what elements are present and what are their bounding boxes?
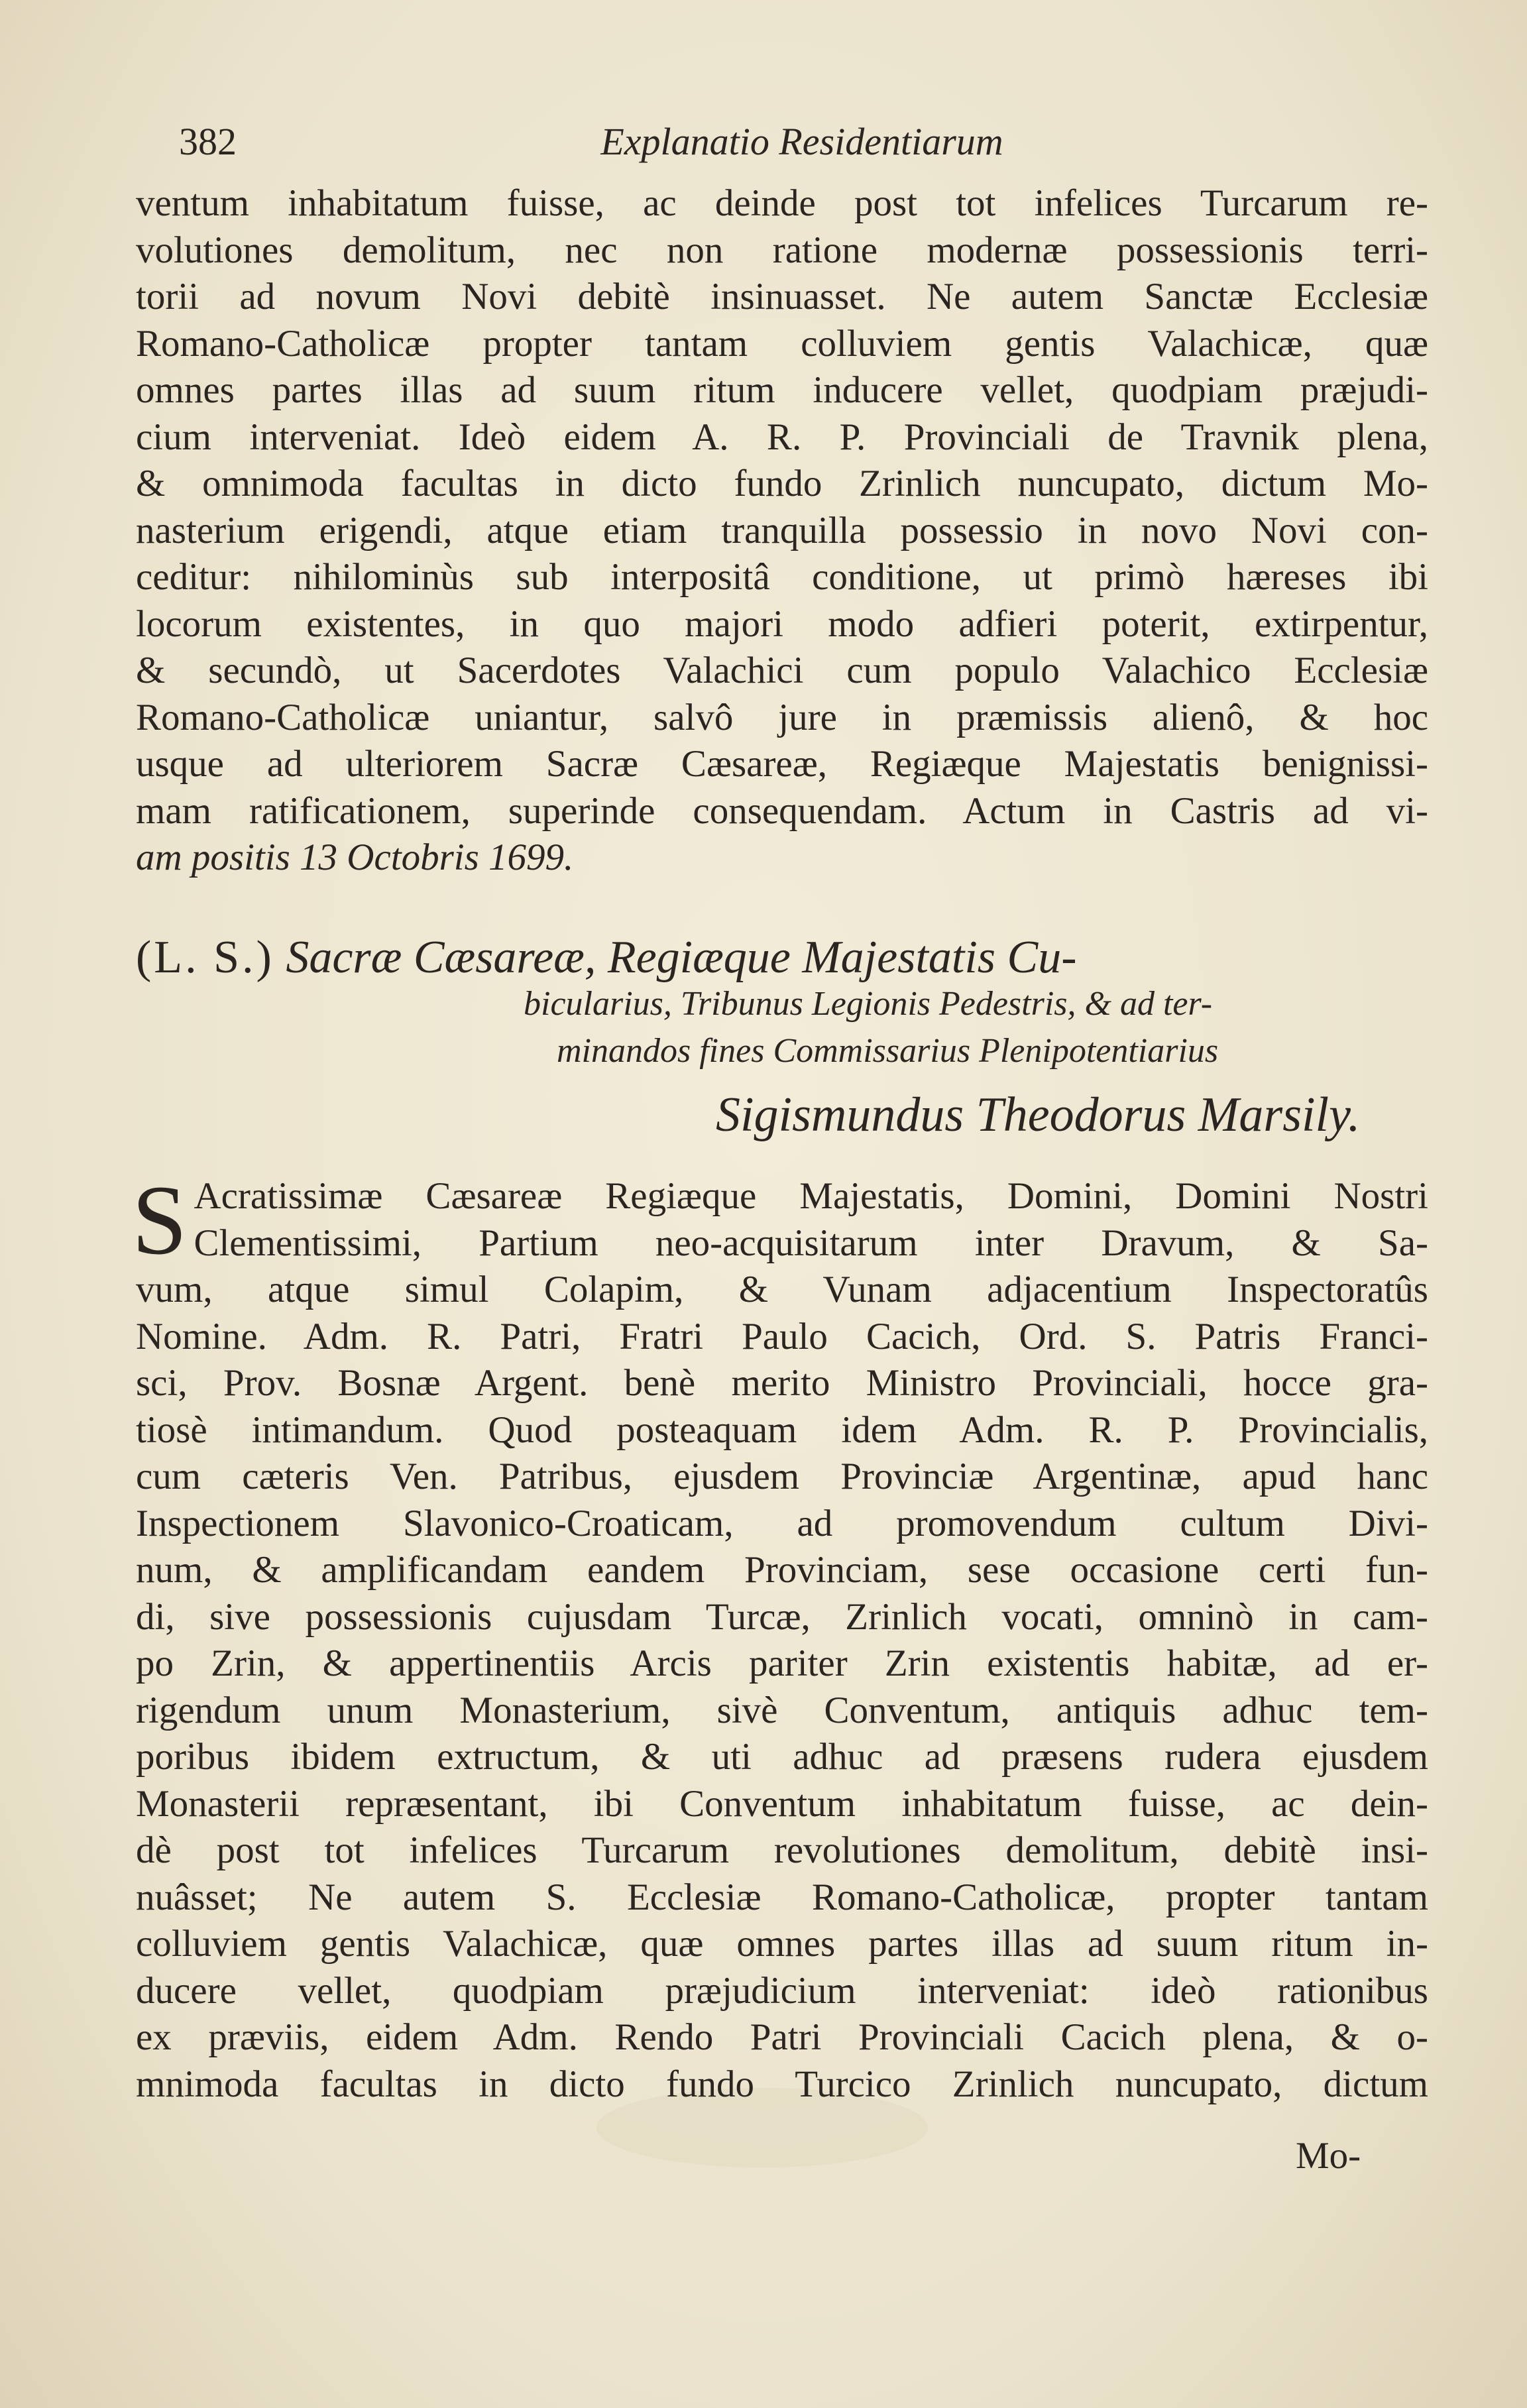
text-line: colluviem gentis Valachicæ, quæ omnes partes illas ad suum ritum in- bbox=[136, 1923, 1428, 1965]
text-line: omnes partes illas ad suum ritum inducere vellet, quodpiam præjudi- bbox=[136, 369, 1428, 411]
text-line: sci, Prov. Bosnæ Argent. benè merito Ministro Provinciali, hocce gra- bbox=[136, 1362, 1428, 1404]
signature-title: Sacræ Cæsareæ, Regiæque Majestatis Cu- bbox=[286, 932, 1077, 983]
text-line: Romano-Catholicæ propter tantam colluviem gentis Valachicæ, quæ bbox=[136, 322, 1428, 365]
text-line: Inspectionem Slavonico-Croaticam, ad promovendum cultum Divi- bbox=[136, 1502, 1428, 1544]
text-line: poribus ibidem extructum, & uti adhuc ad præsens rudera ejusdem bbox=[136, 1736, 1428, 1778]
signature-line-3: minandos fines Commissarius Plenipotentiarius bbox=[557, 1032, 1219, 1070]
text-line: dè post tot infelices Turcarum revolutiones demolitum, debitè insi- bbox=[136, 1829, 1428, 1871]
text-line: nasterium erigendi, atque etiam tranquilla possessio in novo Novi con- bbox=[136, 509, 1428, 551]
catchword: Mo- bbox=[1296, 2135, 1361, 2177]
text-line: ceditur: nihilominùs sub interpositâ conditione, ut primò hæreses ibi bbox=[136, 556, 1428, 598]
signatory-name: Sigismundus Theodorus Marsily. bbox=[716, 1088, 1361, 1142]
text-line: Clementissimi, Partium neo-acquisitarum inter Dravum, & Sa- bbox=[194, 1222, 1428, 1264]
seal-mark: (L. S.) bbox=[136, 932, 274, 983]
text-line: ventum inhabitatum fuisse, ac deinde post tot infelices Turcarum re- bbox=[136, 182, 1428, 224]
text-line: & secundò, ut Sacerdotes Valachici cum populo Valachico Ecclesiæ bbox=[136, 650, 1428, 691]
text-line: vum, atque simul Colapim, & Vunam adjacentium Inspectoratûs bbox=[136, 1269, 1428, 1310]
text-line: volutiones demolitum, nec non ratione modernæ possessionis terri- bbox=[136, 229, 1428, 271]
page-header bbox=[179, 119, 1425, 172]
text-line: cium interveniat. Ideò eidem A. R. P. Provinciali de Travnik plena, bbox=[136, 416, 1428, 458]
text-line: cum cæteris Ven. Patribus, ejusdem Provinciæ Argentinæ, apud hanc bbox=[136, 1456, 1428, 1497]
text-line: Nomine. Adm. R. Patri, Fratri Paulo Cacich, Ord. S. Patris Franci- bbox=[136, 1315, 1428, 1357]
text-line: num, & amplificandam eandem Provinciam, sese occasione certi fun- bbox=[136, 1549, 1428, 1591]
paragraph-2 bbox=[132, 1165, 1428, 2108]
text-line: ex præviis, eidem Adm. Rendo Patri Provinciali Cacich plena, & o- bbox=[136, 2016, 1428, 2058]
text-line: di, sive possessionis cujusdam Turcæ, Zrinlich vocati, omninò in cam- bbox=[136, 1595, 1428, 1638]
text-line: usque ad ulteriorem Sacræ Cæsareæ, Regiæque Majestatis benignissi- bbox=[136, 743, 1428, 785]
text-line: ducere vellet, quodpiam præjudicium interveniat: ideò rationibus bbox=[136, 1969, 1428, 2012]
text-line: Acratissimæ Cæsareæ Regiæque Majestatis, Domini, Domini Nostri bbox=[194, 1175, 1428, 1217]
signature-line-1 bbox=[136, 931, 1428, 984]
page-number: 382 bbox=[179, 120, 237, 163]
text-line: mnimoda facultas in dicto fundo Turcico Zrinlich nuncupato, dictum bbox=[136, 2063, 1428, 2105]
text-line: Romano-Catholicæ uniantur, salvô jure in præmissis alienô, & hoc bbox=[136, 696, 1428, 738]
text-line: am positis 13 Octobris 1699. bbox=[136, 836, 574, 878]
signature-line-2: bicularius, Tribunus Legionis Pedestris, & ad ter- bbox=[524, 985, 1213, 1023]
text-line: torii ad novum Novi debitè insinuasset. Ne autem Sanctæ Ecclesiæ bbox=[136, 276, 1428, 317]
paragraph-1 bbox=[136, 180, 1428, 882]
text-line: nuâsset; Ne autem S. Ecclesiæ Romano-Catholicæ, propter tantam bbox=[136, 1876, 1428, 1918]
text-line: po Zrin, & appertinentiis Arcis pariter Zrin existentis habitæ, ad er- bbox=[136, 1642, 1428, 1684]
text-line: & omnimoda facultas in dicto fundo Zrinlich nuncupato, dictum Mo- bbox=[136, 463, 1428, 504]
text-line: tiosè intimandum. Quod posteaquam idem Adm. R. P. Provincialis, bbox=[136, 1408, 1428, 1451]
drop-cap: S bbox=[132, 1165, 188, 1275]
text-line: mam ratificationem, superinde consequendam. Actum in Castris ad vi- bbox=[136, 789, 1428, 832]
text-line: rigendum unum Monasterium, sivè Conventum, antiquis adhuc tem- bbox=[136, 1689, 1428, 1731]
running-head: Explanatio Residentiarum bbox=[600, 120, 1003, 163]
text-line: locorum existentes, in quo majori modo adfieri poterit, extirpentur, bbox=[136, 602, 1428, 645]
text-line: Monasterii repræsentant, ibi Conventum inhabitatum fuisse, ac dein- bbox=[136, 1782, 1428, 1825]
